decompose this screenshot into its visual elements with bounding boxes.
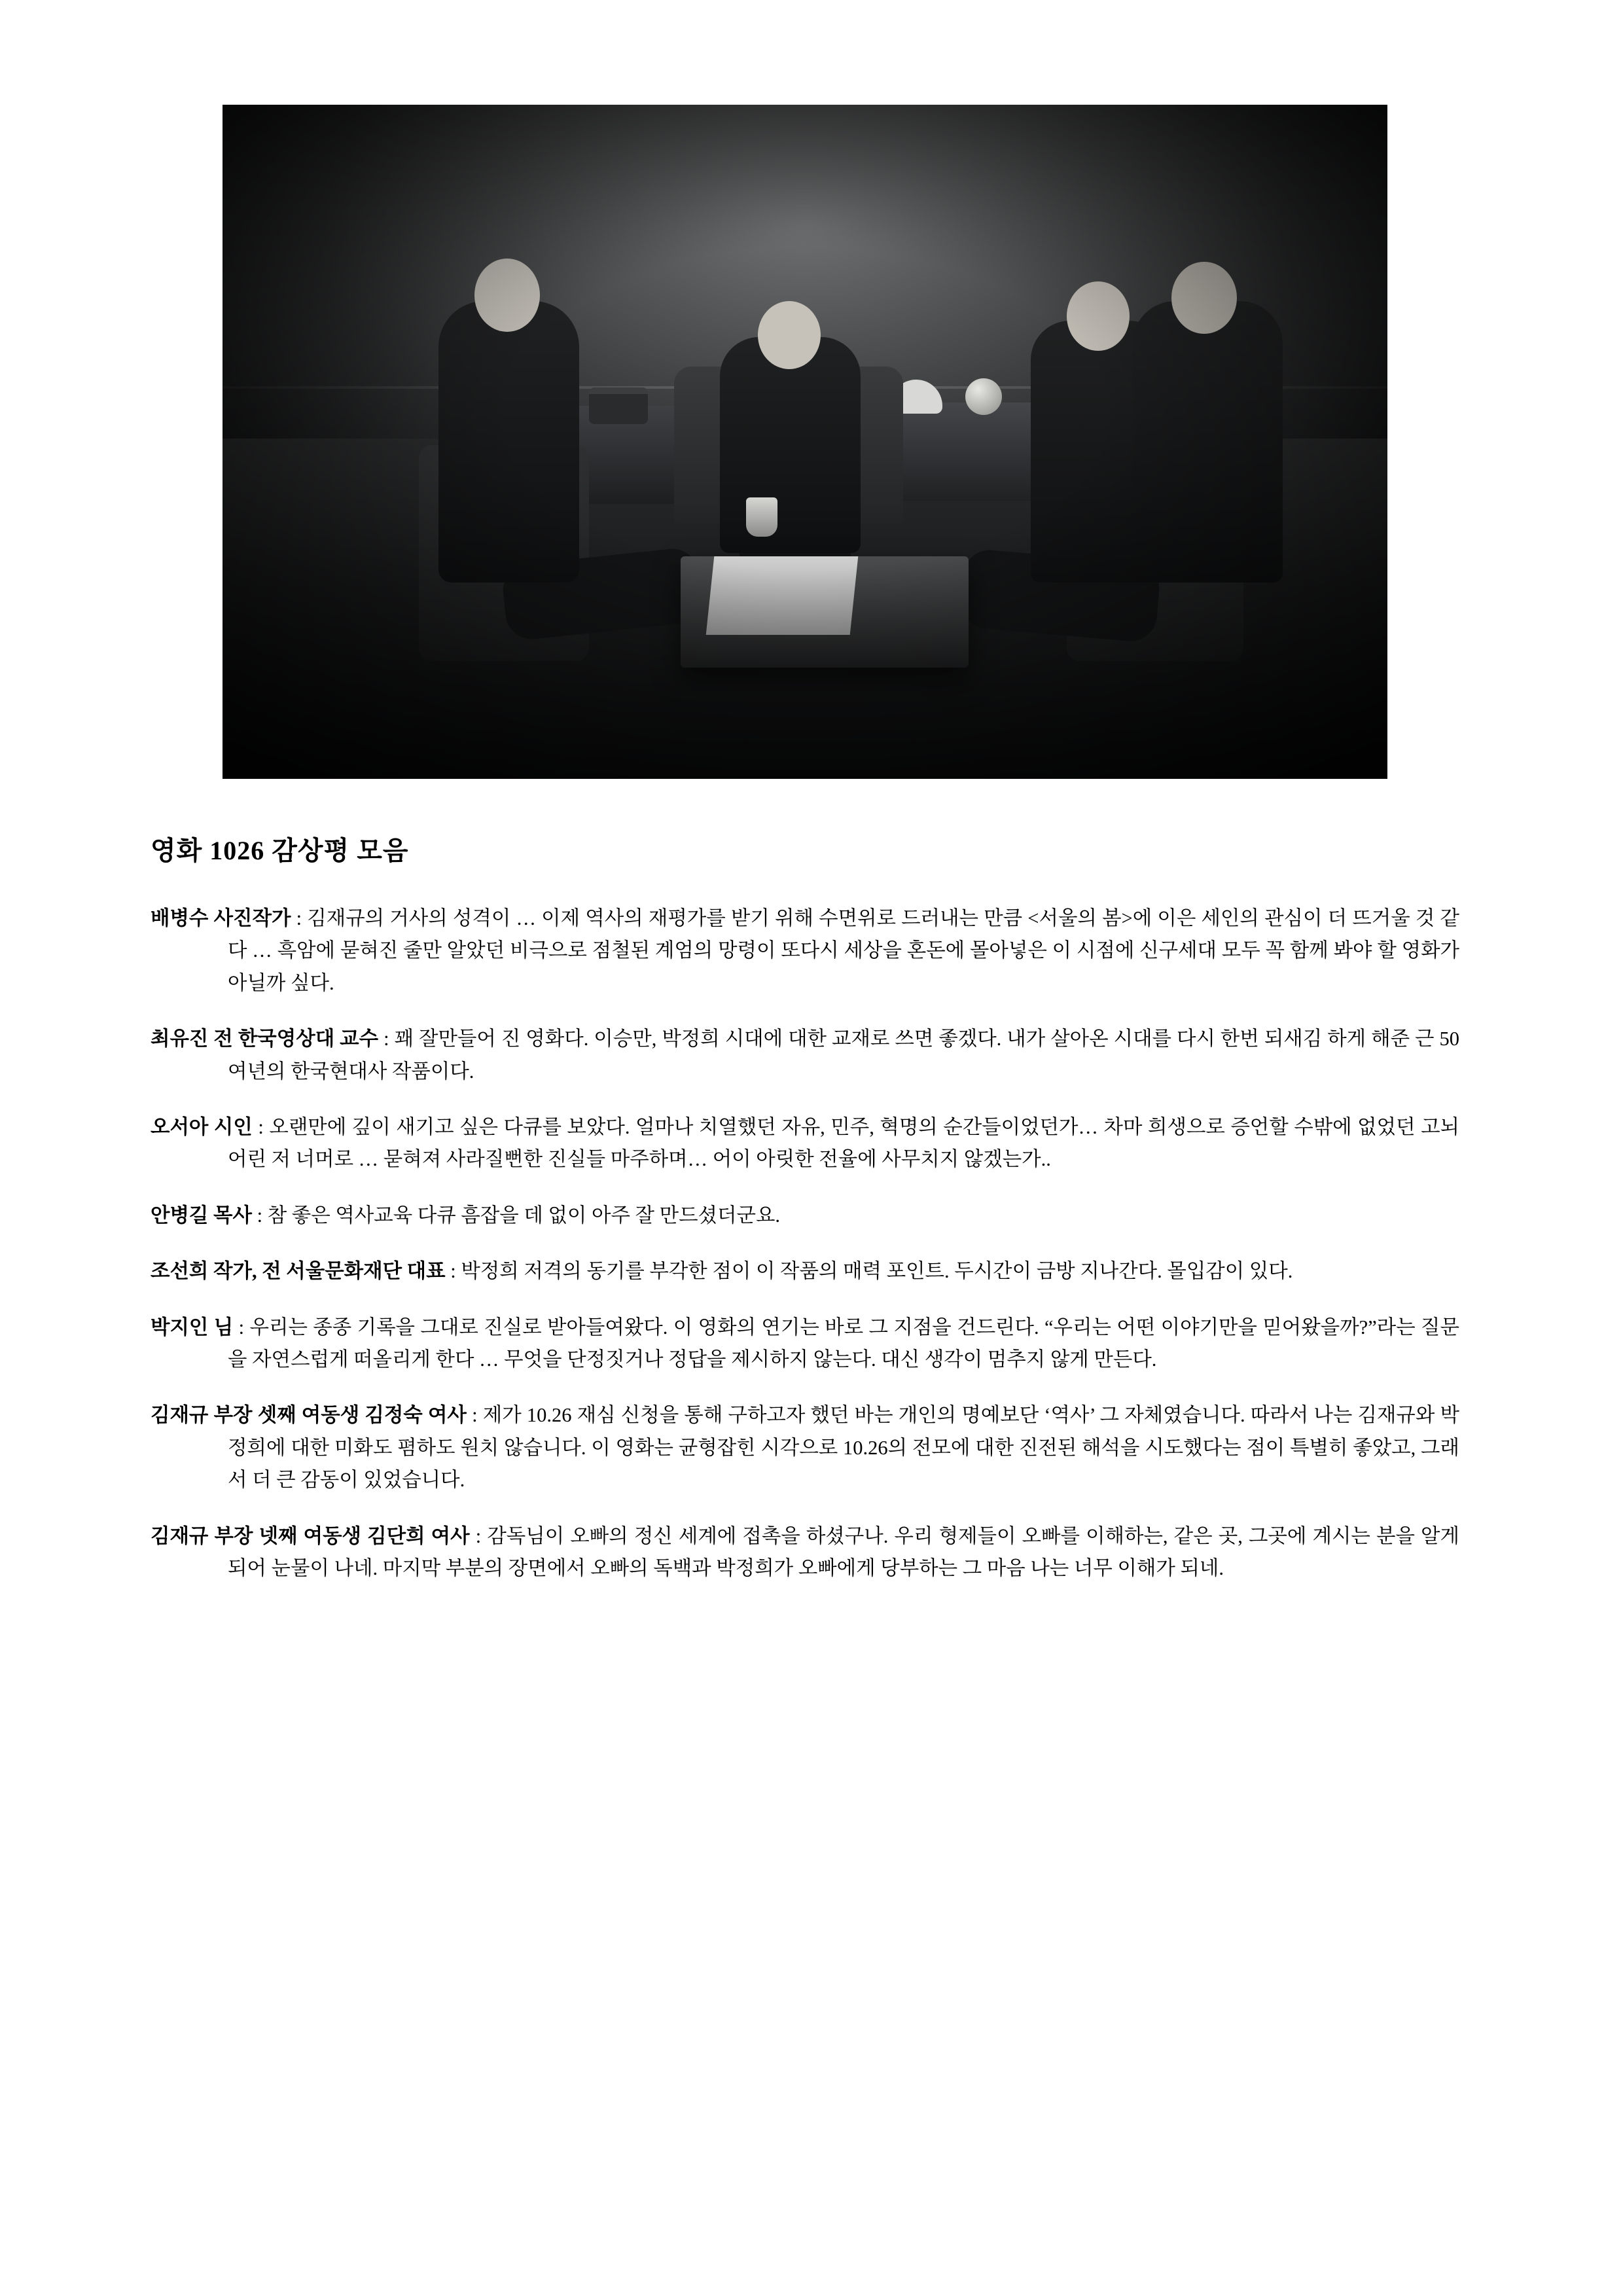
list-item — [151, 1520, 1459, 1585]
page-title: 영화 1026 감상평 모음 — [151, 836, 409, 865]
list-item — [151, 903, 1459, 999]
review-speaker: 최유진 전 한국영상대 교수 — [151, 1028, 379, 1050]
film-still-figure — [223, 105, 1387, 779]
review-separator: : — [291, 907, 308, 929]
review-text: 제가 10.26 재심 신청을 통해 구하고자 했던 바는 개인의 명예보단 ‘역사’ 그 자체였습니다. 따라서 나는 김재규와 박정희에 대한 미화도 폄하도 원치 않습니다. 이 영화는 균형잡힌 시각으로 10.26의 전모에 대한 진전된 해석을 시도했다는 점이 특별히 좋았고, 그래서 더 큰 감동이 있었습니다. — [228, 1404, 1459, 1492]
review-separator: : — [252, 1116, 270, 1139]
review-separator: : — [251, 1204, 268, 1227]
list-item — [151, 1111, 1459, 1176]
review-separator: : — [469, 1524, 488, 1547]
review-speaker: 배병수 사진작가 — [151, 907, 291, 929]
review-separator: : — [233, 1316, 250, 1338]
review-text: 오랜만에 깊이 새기고 싶은 다큐를 보았다. 얼마나 치열했던 자유, 민주, 혁명의 순간들이었던가… 차마 희생으로 증언할 수밖에 없었던 고뇌어린 저 너머로 … 묻혀져 사라질뻔한 진실들 마주하며… 어이 아릿한 전율에 사무치지 않겠는가.. — [228, 1116, 1459, 1171]
review-speaker: 오서아 시인 — [151, 1116, 253, 1139]
review-text: 김재규의 거사의 성격이 … 이제 역사의 재평가를 받기 위해 수면위로 드러내는 만큼 <서울의 봄>에 이은 세인의 관심이 더 뜨거울 것 같다 … 흑암에 묻혀진 줄만 알았던 비극으로 점철된 계엄의 망령이 또다시 세상을 혼돈에 몰아넣은 이 시점에 신구세대 모두 꼭 함께 봐야 할 영화가 아닐까 싶다. — [228, 907, 1459, 994]
review-speaker: 김재규 부장 셋째 여동생 김정숙 여사 — [151, 1404, 467, 1427]
review-list — [151, 903, 1459, 1585]
review-text: 꽤 잘만들어 진 영화다. 이승만, 박정희 시대에 대한 교재로 쓰면 좋겠다. 내가 살아온 시대를 다시 한번 되새김 하게 해준 근 50여년의 한국현대사 작품이다. — [228, 1028, 1459, 1083]
review-text: 참 좋은 역사교육 다큐 흠잡을 데 없이 아주 잘 만드셨더군요. — [267, 1204, 781, 1227]
list-item — [151, 1399, 1459, 1496]
list-item — [151, 1255, 1459, 1287]
review-speaker: 김재규 부장 넷째 여동생 김단희 여사 — [151, 1524, 470, 1547]
review-separator: : — [466, 1404, 483, 1427]
review-text: 우리는 종종 기록을 그대로 진실로 받아들여왔다. 이 영화의 연기는 바로 그 지점을 건드린다. “우리는 어떤 이야기만을 믿어왔을까?”라는 질문을 자연스럽게 떠올리게 한다 … 무엇을 단정짓거나 정답을 제시하지 않는다. 대신 생각이 멈추지 않게 만든다. — [228, 1316, 1459, 1371]
review-text: 감독님이 오빠의 정신 세계에 접촉을 하셨구나. 우리 형제들이 오빠를 이해하는, 같은 곳, 그곳에 계시는 분을 알게 되어 눈물이 나네. 마지막 부분의 장면에서 오빠의 독백과 박정희가 오빠에게 당부하는 그 마음 나는 너무 이해가 되네. — [228, 1524, 1459, 1580]
list-item — [151, 1023, 1459, 1088]
review-text: 박정희 저격의 동기를 부각한 점이 이 작품의 매력 포인트. 두시간이 금방 지나간다. 몰입감이 있다. — [461, 1260, 1293, 1283]
review-separator: : — [445, 1260, 461, 1283]
review-separator: : — [378, 1028, 395, 1050]
review-speaker: 조선희 작가, 전 서울문화재단 대표 — [151, 1260, 446, 1283]
film-still-four-men-in-room — [223, 105, 1387, 779]
review-speaker: 박지인 님 — [151, 1316, 234, 1338]
list-item — [151, 1312, 1459, 1376]
list-item — [151, 1200, 1459, 1232]
photo-vignette — [223, 105, 1387, 779]
review-speaker: 안병길 목사 — [151, 1204, 252, 1227]
